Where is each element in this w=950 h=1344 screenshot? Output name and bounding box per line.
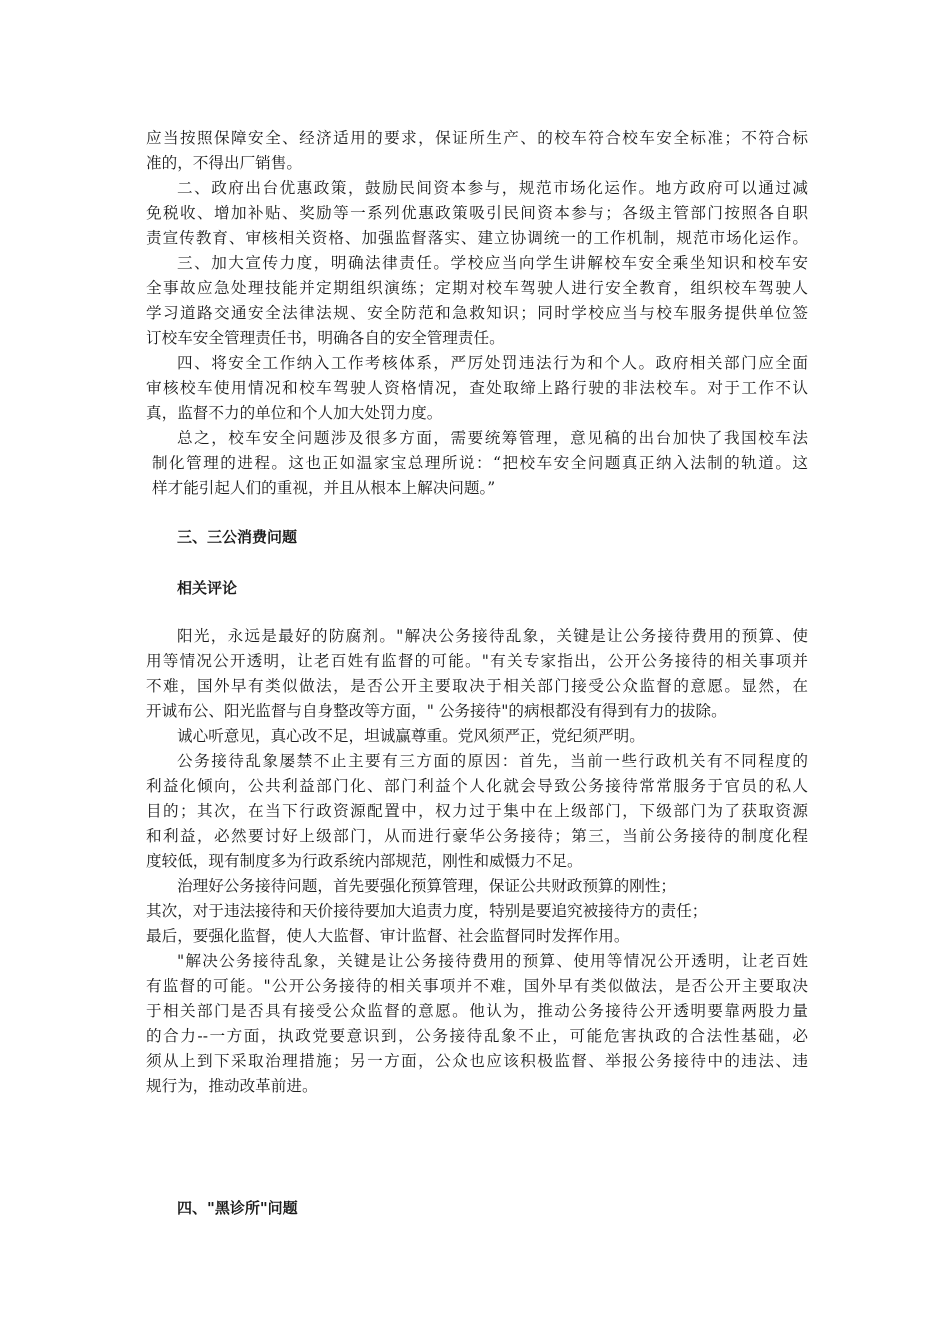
- text-line: 最后，要强化监督，使人大监督、审计监督、社会监督同时发挥作用。: [146, 927, 630, 945]
- text-line: 须从上到下采取治理措施；另一方面，公众也应该积极监督、举报公务接待中的违法、违: [146, 1052, 808, 1070]
- text-line: 的合力--一方面，执政党要意识到，公务接待乱象不止，可能危害执政的合法性基础，必: [146, 1027, 808, 1045]
- text-line: 学习道路交通安全法律法规、安全防范和急救知识；同时学校应当与校车服务提供单位签: [146, 304, 808, 322]
- text-line: 全事故应急处理技能并定期组织演练；定期对校车驾驶人进行安全教育，组织校车驾驶人: [146, 279, 808, 297]
- paragraph-group-school-bus: [146, 126, 808, 501]
- text-line: 利益化倾向，公共利益部门化、部门利益个人化就会导致公务接待常常服务于官员的私人: [146, 777, 808, 795]
- text-line: 其次，对于违法接待和天价接待要加大追责力度，特别是要追究被接待方的责任；: [146, 902, 708, 920]
- text-line: 公务接待乱象屡禁不止主要有三方面的原因：首先，当前一些行政机关有不同程度的: [177, 752, 808, 770]
- text-line: 有监督的可能。"公开公务接待的相关事项并不难，国外早有类似做法，是否公开主要取决: [146, 977, 808, 995]
- text-line: 四、将安全工作纳入工作考核体系，严厉处罚违法行为和个人。政府相关部门应全面: [177, 354, 808, 372]
- section-heading: 三、三公消费问题: [177, 528, 298, 546]
- paragraph-group-official-reception: [146, 624, 808, 1099]
- text-line: 三、加大宣传力度，明确法律责任。学校应当向学生讲解校车安全乘坐知识和校车安: [177, 254, 808, 272]
- text-line: 用等情况公开透明，让老百姓有监督的可能。"有关专家指出，公开公务接待的相关事项并: [146, 652, 808, 670]
- text-line: 于相关部门是否具有接受公众监督的意愿。他认为，推动公务接待公开透明要靠两股力量: [146, 1002, 808, 1020]
- text-line: 免税收、增加补贴、奖励等一系列优惠政策吸引民间资本参与；各级主管部门按照各自职: [146, 204, 808, 222]
- text-line: 度较低，现有制度多为行政系统内部规范，刚性和威慑力不足。: [146, 852, 583, 870]
- text-line: 应当按照保障安全、经济适用的要求，保证所生产、的校车符合校车安全标准；不符合标: [146, 129, 808, 147]
- text-line: 规行为，推动改革前进。: [146, 1077, 318, 1095]
- text-line: 目的；其次，在当下行政资源配置中，权力过于集中在上级部门，下级部门为了获取资源: [146, 802, 808, 820]
- text-line: 责宣传教育、审核相关资格、加强监督落实、建立协调统一的工作机制，规范市场化运作。: [146, 229, 808, 247]
- text-line: 不难，国外早有类似做法，是否公开主要取决于相关部门接受公众监督的意愿。显然，在: [146, 677, 808, 695]
- section-subheading: 相关评论: [177, 579, 238, 597]
- text-line: 总之，校车安全问题涉及很多方面，需要统筹管理，意见稿的出台加快了我国校车法: [177, 429, 808, 447]
- text-line: 开诚布公、阳光监督与自身整改等方面，" 公务接待"的病根都没有得到有力的拔除。: [146, 702, 727, 720]
- text-line: 准的，不得出厂销售。: [146, 154, 302, 172]
- text-line: 真，监督不力的单位和个人加大处罚力度。: [146, 404, 443, 422]
- text-line: 审核校车使用情况和校车驾驶人资格情况，查处取缔上路行驶的非法校车。对于工作不认: [146, 379, 808, 397]
- text-line: 制化管理的进程。这也正如温家宝总理所说：“把校车安全问题真正纳入法制的轨道。这: [152, 454, 808, 472]
- text-line: "解决公务接待乱象，关键是让公务接待费用的预算、使用等情况公开透明，让老百姓: [177, 952, 808, 970]
- text-line: 阳光，永远是最好的防腐剂。"解决公务接待乱象，关键是让公务接待费用的预算、使: [177, 627, 808, 645]
- section-heading: 四、"黑诊所"问题: [177, 1199, 298, 1217]
- text-line: 诚心听意见，真心改不足，坦诚赢尊重。党风须严正，党纪须严明。: [177, 727, 645, 745]
- text-line: 治理好公务接待问题，首先要强化预算管理，保证公共财政预算的刚性；: [177, 877, 677, 895]
- text-line: 订校车安全管理责任书，明确各自的安全管理责任。: [146, 329, 505, 347]
- text-line: 和利益，必然要讨好上级部门，从而进行豪华公务接待；第三，当前公务接待的制度化程: [146, 827, 808, 845]
- text-line: 样才能引起人们的重视，并且从根本上解决问题。”: [152, 479, 496, 497]
- text-line: 二、政府出台优惠政策，鼓励民间资本参与，规范市场化运作。地方政府可以通过减: [177, 179, 808, 197]
